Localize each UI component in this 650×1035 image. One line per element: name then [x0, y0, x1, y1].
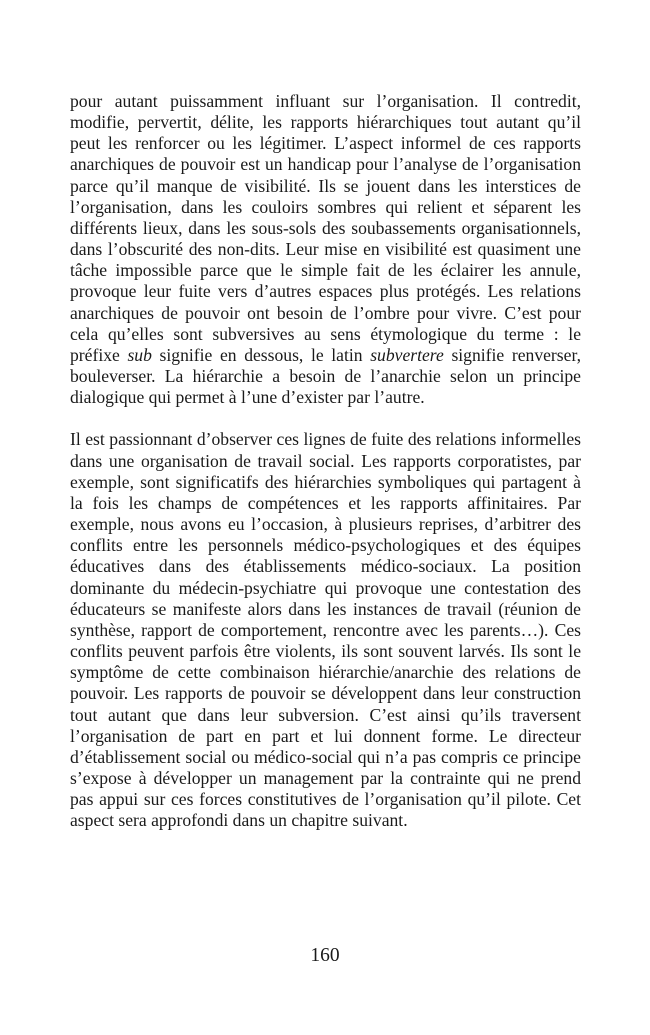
paragraph-1-text-b: signifie en dessous, le latin — [151, 344, 371, 365]
italic-sub: sub — [127, 344, 152, 365]
paragraph-1-text-c: signifie renverser, bouleverser. La hiérarchie a besoin de l’anarchie selon un principe dialogique qui permet à l’une d’exister par l’autre. — [70, 344, 581, 408]
paragraph-2: Il est passionnant d’observer ces lignes de fuite des relations informelles dans une organisation de travail social. Les rapports corporatistes, par exemple, sont significatifs des hiérarchies symboliques qui partagent à la fois les champs de compétences et les rapports affinitaires. Par exemple, nous avons eu l’occasion, à plusieurs reprises, d’arbitrer des conflits entre les personnels médico-psychologiques et des équipes éducatives dans des établissements médico-sociaux. La position dominante du médecin-psychiatre qui provoque une contestation des éducateurs se manifeste alors dans les instances de travail (réunion de synthèse, rapport de comportement, rencontre avec les parents…). Ces conflits peuvent parfois être violents, ils sont souvent larvés. Ils sont le symptôme de cette combinaison hiérarchie/anarchie des relations de pouvoir. Les rapports de pouvoir se développent dans leur construction tout autant que dans leur subversion. C’est ainsi qu’ils traversent l’organisation de part en part et lui donnent forme. Le directeur d’établissement social ou médico-social qui n’a pas compris ce principe s’expose à développer un management par la contrainte qui ne prend pas appui sur ces forces constitutives de l’organisation qu’il pilote. Cet aspect sera approfondi dans un chapitre suivant. — [70, 429, 581, 831]
paragraph-1 — [70, 91, 581, 408]
page-body — [70, 91, 581, 831]
page-number: 160 — [310, 945, 340, 966]
paragraph-1-text-a: pour autant puissamment influant sur l’organisation. Il contredit, modifie, pervertit, délite, les rapports hiérarchiques tout autant qu’il peut les renforcer ou les légitimer. L’aspect informel de ces rapports anarchiques de pouvoir est un handicap pour l’analyse de l’organisation parce qu’il manque de visibilité. Ils se jouent dans les interstices de l’organisation, dans les couloirs sombres qui relient et séparent les différents lieux, dans les sous-sols des soubassements organisationnels, dans l’obscurité des non-dits. Leur mise en visibilité est quasiment une tâche impossible parce que le simple fait de les éclairer les annule, provoque leur fuite vers d’autres espaces plus protégés. Les relations anarchiques de pouvoir ont besoin de l’ombre pour vivre. C’est pour cela qu’elles sont subversives au sens étymologique du terme : le préfixe — [70, 91, 581, 365]
italic-subvertere: subvertere — [370, 344, 444, 365]
